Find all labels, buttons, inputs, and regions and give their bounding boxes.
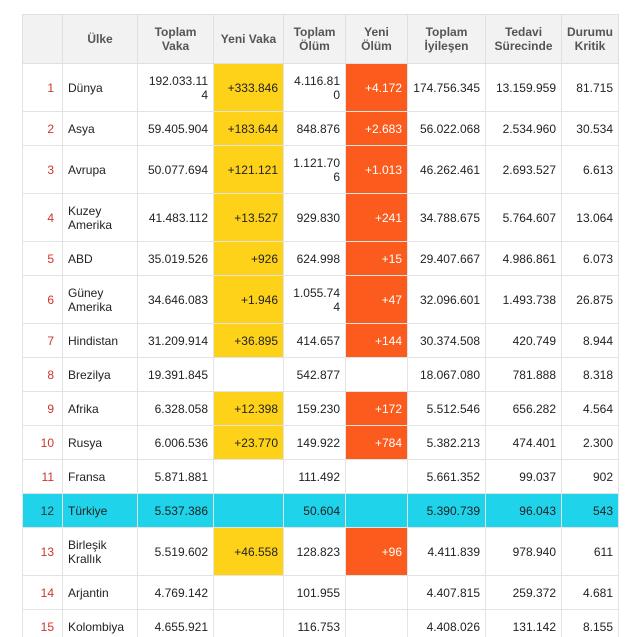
total-deaths-cell: 1.055.744 [284,276,346,324]
table-header [23,15,619,64]
new-deaths-cell: +96 [346,528,408,576]
rank-cell: 10 [23,426,63,460]
new-deaths-cell: +1.013 [346,146,408,194]
critical-cell: 4.564 [562,392,619,426]
new-deaths-cell: +4.172 [346,64,408,112]
active-cell: 978.940 [486,528,562,576]
active-cell: 781.888 [486,358,562,392]
recovered-cell: 5.390.739 [408,494,486,528]
new-cases-cell [214,460,284,494]
country-cell: Türkiye [63,494,138,528]
active-cell: 99.037 [486,460,562,494]
total-cases-cell: 5.871.881 [138,460,214,494]
recovered-cell: 174.756.345 [408,64,486,112]
active-cell: 4.986.861 [486,242,562,276]
total-cases-cell: 31.209.914 [138,324,214,358]
country-cell: Birleşik Krallık [63,528,138,576]
critical-cell: 2.300 [562,426,619,460]
rank-cell: 11 [23,460,63,494]
col-header-new-deaths[interactable]: Yeni Ölüm [346,15,408,64]
table-row[interactable] [23,460,619,494]
critical-cell: 902 [562,460,619,494]
total-cases-cell: 19.391.845 [138,358,214,392]
header-row [23,15,619,64]
table-row[interactable] [23,494,619,528]
recovered-cell: 18.067.080 [408,358,486,392]
critical-cell: 8.318 [562,358,619,392]
new-cases-cell [214,494,284,528]
table-row[interactable] [23,276,619,324]
new-cases-cell: +46.558 [214,528,284,576]
col-header-new-cases[interactable]: Yeni Vaka [214,15,284,64]
new-deaths-cell [346,358,408,392]
new-deaths-cell [346,576,408,610]
total-deaths-cell: 1.121.706 [284,146,346,194]
table-row[interactable] [23,392,619,426]
col-header-active[interactable]: Tedavi Sürecinde [486,15,562,64]
col-header-country[interactable]: Ülke [63,15,138,64]
table-row[interactable] [23,146,619,194]
total-deaths-cell: 101.955 [284,576,346,610]
new-cases-cell: +12.398 [214,392,284,426]
col-header-recovered[interactable]: Toplam İyileşen [408,15,486,64]
critical-cell: 4.681 [562,576,619,610]
active-cell: 656.282 [486,392,562,426]
new-cases-cell [214,576,284,610]
table-row[interactable] [23,64,619,112]
new-cases-cell: +333.846 [214,64,284,112]
country-cell: Afrika [63,392,138,426]
col-header-critical[interactable]: Durumu Kritik [562,15,619,64]
critical-cell: 6.613 [562,146,619,194]
total-cases-cell: 50.077.694 [138,146,214,194]
total-cases-cell: 35.019.526 [138,242,214,276]
recovered-cell: 29.407.667 [408,242,486,276]
new-deaths-cell: +241 [346,194,408,242]
total-deaths-cell: 128.823 [284,528,346,576]
total-cases-cell: 6.006.536 [138,426,214,460]
active-cell: 96.043 [486,494,562,528]
critical-cell: 6.073 [562,242,619,276]
country-cell: Asya [63,112,138,146]
active-cell: 131.142 [486,610,562,637]
active-cell: 2.534.960 [486,112,562,146]
table-row[interactable] [23,358,619,392]
table-row[interactable] [23,528,619,576]
rank-cell: 7 [23,324,63,358]
critical-cell: 543 [562,494,619,528]
total-cases-cell: 4.655.921 [138,610,214,637]
total-deaths-cell: 929.830 [284,194,346,242]
recovered-cell: 32.096.601 [408,276,486,324]
rank-cell: 4 [23,194,63,242]
total-deaths-cell: 624.998 [284,242,346,276]
recovered-cell: 4.408.026 [408,610,486,637]
active-cell: 1.493.738 [486,276,562,324]
recovered-cell: 5.661.352 [408,460,486,494]
country-cell: Kolombiya [63,610,138,637]
rank-cell: 8 [23,358,63,392]
new-cases-cell: +13.527 [214,194,284,242]
table-body [23,64,619,637]
country-cell: Güney Amerika [63,276,138,324]
table-row[interactable] [23,576,619,610]
active-cell: 2.693.527 [486,146,562,194]
recovered-cell: 56.022.068 [408,112,486,146]
active-cell: 474.401 [486,426,562,460]
country-cell: Kuzey Amerika [63,194,138,242]
new-cases-cell: +36.895 [214,324,284,358]
total-cases-cell: 5.537.386 [138,494,214,528]
col-header-total-deaths[interactable]: Toplam Ölüm [284,15,346,64]
total-deaths-cell: 159.230 [284,392,346,426]
total-deaths-cell: 848.876 [284,112,346,146]
table-row[interactable] [23,610,619,637]
new-deaths-cell: +2.683 [346,112,408,146]
rank-cell: 1 [23,64,63,112]
table-row[interactable] [23,426,619,460]
country-cell: Dünya [63,64,138,112]
critical-cell: 611 [562,528,619,576]
new-deaths-cell: +15 [346,242,408,276]
table-row[interactable] [23,112,619,146]
total-cases-cell: 4.769.142 [138,576,214,610]
new-deaths-cell: +172 [346,392,408,426]
new-deaths-cell [346,610,408,637]
table-row[interactable] [23,194,619,242]
rank-cell: 6 [23,276,63,324]
total-deaths-cell: 111.492 [284,460,346,494]
country-cell: Fransa [63,460,138,494]
total-deaths-cell: 50.604 [284,494,346,528]
total-deaths-cell: 542.877 [284,358,346,392]
new-deaths-cell: +784 [346,426,408,460]
new-deaths-cell [346,494,408,528]
total-cases-cell: 6.328.058 [138,392,214,426]
new-cases-cell [214,358,284,392]
total-deaths-cell: 149.922 [284,426,346,460]
rank-cell: 2 [23,112,63,146]
new-cases-cell [214,610,284,637]
active-cell: 259.372 [486,576,562,610]
rank-cell: 15 [23,610,63,637]
critical-cell: 26.875 [562,276,619,324]
total-cases-cell: 5.519.602 [138,528,214,576]
country-cell: ABD [63,242,138,276]
new-cases-cell: +23.770 [214,426,284,460]
recovered-cell: 4.411.839 [408,528,486,576]
country-cell: Arjantin [63,576,138,610]
critical-cell: 8.944 [562,324,619,358]
total-cases-cell: 59.405.904 [138,112,214,146]
active-cell: 5.764.607 [486,194,562,242]
recovered-cell: 5.512.546 [408,392,486,426]
active-cell: 13.159.959 [486,64,562,112]
new-deaths-cell: +47 [346,276,408,324]
active-cell: 420.749 [486,324,562,358]
rank-cell: 5 [23,242,63,276]
table-row[interactable] [23,324,619,358]
critical-cell: 81.715 [562,64,619,112]
col-header-total-cases[interactable]: Toplam Vaka [138,15,214,64]
country-cell: Hindistan [63,324,138,358]
total-deaths-cell: 116.753 [284,610,346,637]
recovered-cell: 5.382.213 [408,426,486,460]
new-deaths-cell [346,460,408,494]
critical-cell: 8.155 [562,610,619,637]
critical-cell: 30.534 [562,112,619,146]
recovered-cell: 4.407.815 [408,576,486,610]
recovered-cell: 46.262.461 [408,146,486,194]
table-row[interactable] [23,242,619,276]
rank-cell: 3 [23,146,63,194]
critical-cell: 13.064 [562,194,619,242]
total-cases-cell: 34.646.083 [138,276,214,324]
new-deaths-cell: +144 [346,324,408,358]
rank-cell: 9 [23,392,63,426]
new-cases-cell: +121.121 [214,146,284,194]
col-header-rank[interactable] [23,15,63,64]
total-cases-cell: 41.483.112 [138,194,214,242]
total-cases-cell: 192.033.114 [138,64,214,112]
rank-cell: 13 [23,528,63,576]
recovered-cell: 34.788.675 [408,194,486,242]
new-cases-cell: +1.946 [214,276,284,324]
total-deaths-cell: 414.657 [284,324,346,358]
rank-cell: 12 [23,494,63,528]
covid-stats-table [22,14,619,637]
country-cell: Avrupa [63,146,138,194]
country-cell: Brezilya [63,358,138,392]
country-cell: Rusya [63,426,138,460]
rank-cell: 14 [23,576,63,610]
total-deaths-cell: 4.116.810 [284,64,346,112]
new-cases-cell: +183.644 [214,112,284,146]
recovered-cell: 30.374.508 [408,324,486,358]
new-cases-cell: +926 [214,242,284,276]
